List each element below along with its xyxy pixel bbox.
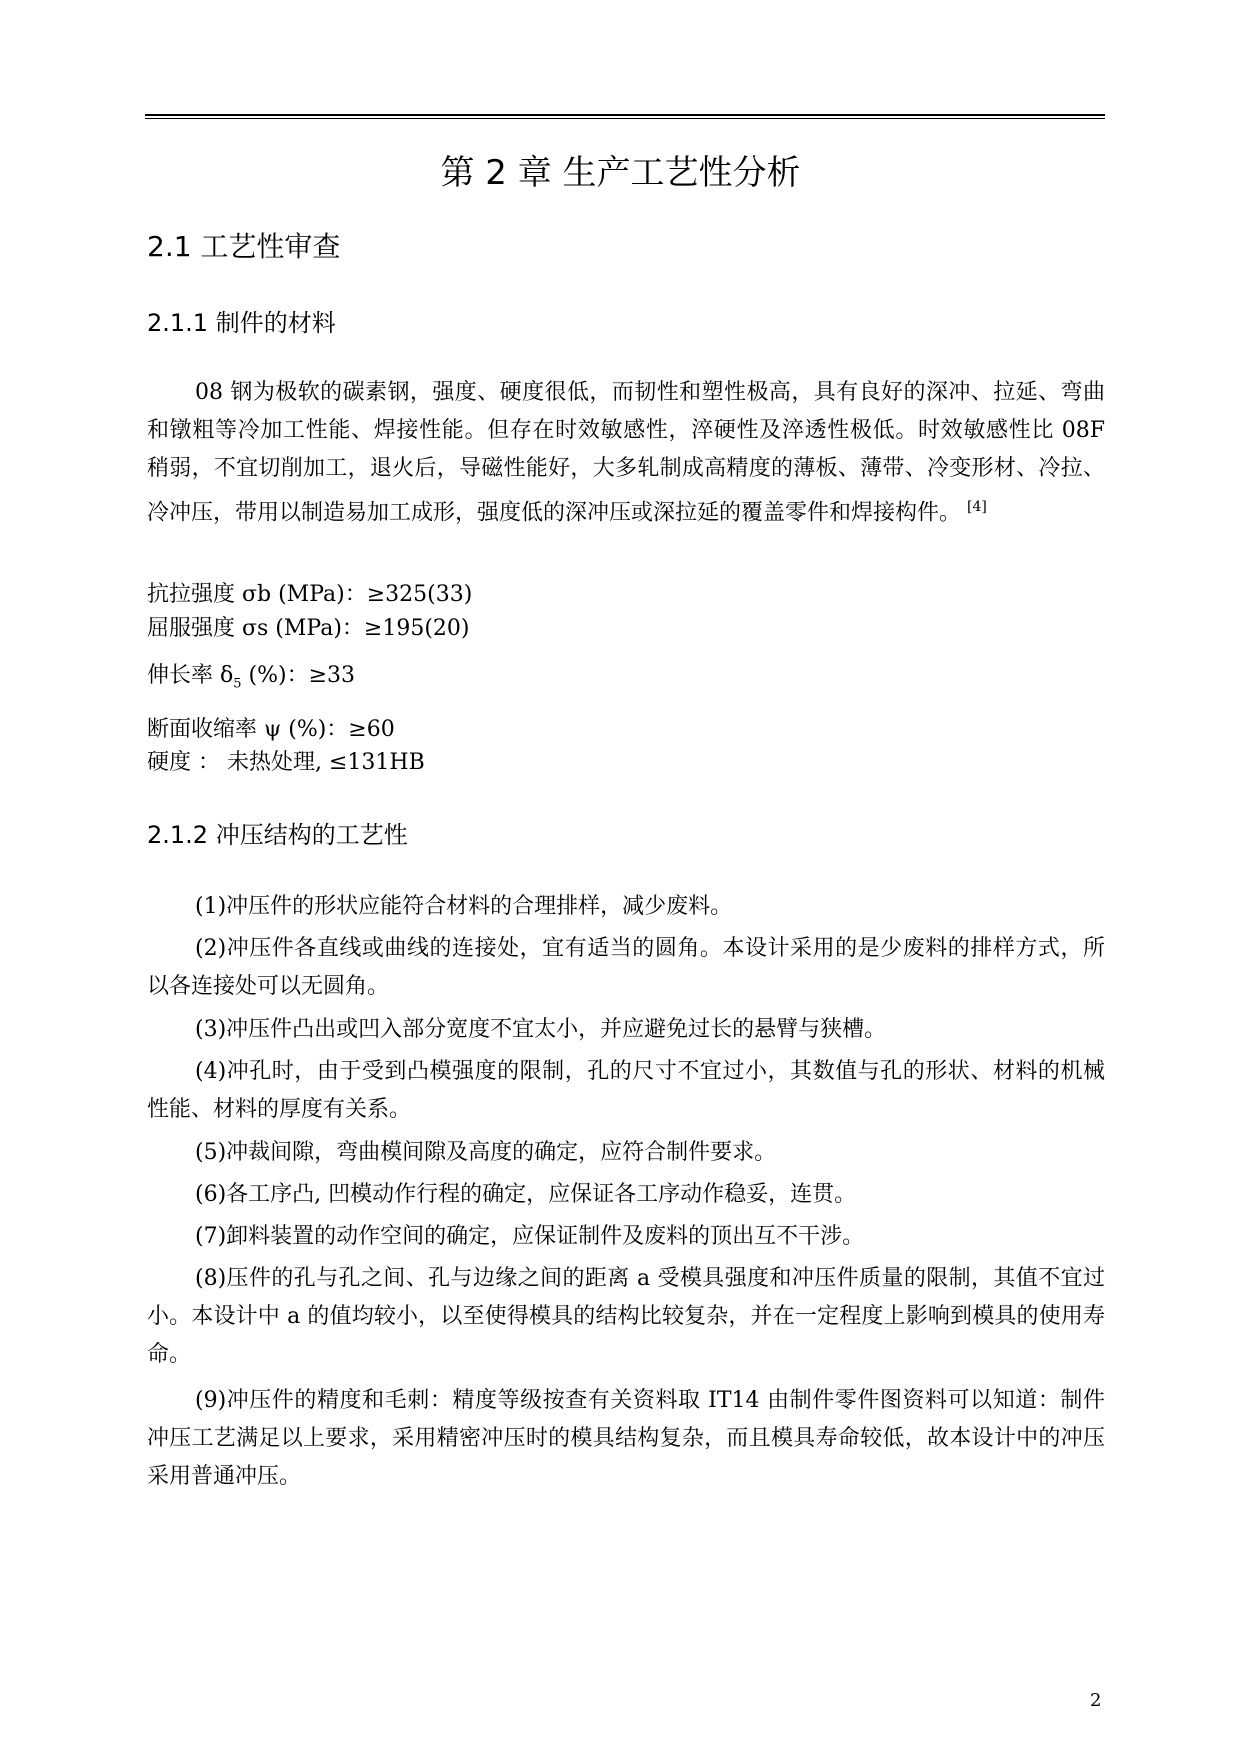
list-item: (6)各工序凸, 凹模动作行程的确定，应保证各工序动作稳妥，连贯。 bbox=[195, 1182, 857, 1207]
list-item: (8)压件的孔与孔之间、孔与边缘之间的距离 a 受模具强度和冲压件质量的限制，其值不宜过小。本设计中 a 的值均较小，以至使得模具的结构比较复杂，并在一定程度上影响到模具的使用寿命。 bbox=[147, 1266, 1105, 1367]
header-rule-thick bbox=[145, 114, 1105, 116]
page-number: 2 bbox=[1090, 1690, 1102, 1711]
list-item: (5)冲裁间隙，弯曲模间隙及高度的确定，应符合制件要求。 bbox=[195, 1140, 777, 1165]
subsection-title-material: 2.1.1 制件的材料 bbox=[147, 309, 336, 337]
prop-elongation-prefix: 伸长率 δ bbox=[147, 663, 234, 688]
header-rule-thin bbox=[145, 118, 1105, 119]
list-item: (1)冲压件的形状应能符合材料的合理排样，减少废料。 bbox=[195, 894, 733, 919]
prop-elongation-subscript: 5 bbox=[233, 676, 242, 692]
list-item: (2)冲压件各直线或曲线的连接处，宜有适当的圆角。本设计采用的是少废料的排样方式，所以各连接处可以无圆角。 bbox=[147, 936, 1105, 999]
prop-yield: 屈服强度 σs (MPa)：≥195(20) bbox=[147, 616, 470, 641]
material-paragraph-text: 08 钢为极软的碳素钢，强度、硬度很低，而韧性和塑性极高，具有良好的深冲、拉延、弯曲和镦粗等冷加工性能、焊接性能。但存在时效敏感性，淬硬性及淬透性极低。时效敏感性比 08F 稍弱，不宜切削加工，退火后，导磁性能好，大多轧制成高精度的薄板、薄带、冷变形材、冷拉、冷冲压，带用以制造易加工成形，强度低的深冲压或深拉延的覆盖零件和焊接构件。 bbox=[147, 380, 1105, 526]
list-item: (4)冲孔时，由于受到凸模强度的限制，孔的尺寸不宜过小，其数值与孔的形状、材料的机械性能、材料的厚度有关系。 bbox=[147, 1059, 1105, 1122]
section-title: 2.1 工艺性审查 bbox=[147, 230, 341, 263]
prop-elongation bbox=[147, 658, 355, 691]
prop-hardness: 硬度 ： 未热处理, ≤131HB bbox=[147, 750, 425, 775]
list-item: (3)冲压件凸出或凹入部分宽度不宜太小，并应避免过长的悬臂与狭槽。 bbox=[195, 1017, 887, 1042]
prop-tensile: 抗拉强度 σb (MPa)：≥325(33) bbox=[147, 582, 473, 607]
prop-elongation-suffix: (%)：≥33 bbox=[241, 663, 356, 688]
subsection-title-structure: 2.1.2 冲压结构的工艺性 bbox=[147, 821, 408, 849]
prop-area-reduction: 断面收缩率 ψ (%)：≥60 bbox=[147, 717, 395, 742]
list-item: (9)冲压件的精度和毛刺：精度等级按查有关资料取 IT14 由制件零件图资料可以知道：制件冲压工艺满足以上要求，采用精密冲压时的模具结构复杂，而且模具寿命较低，故本设计中的冲压采用普通冲压。 bbox=[147, 1388, 1105, 1489]
material-paragraph bbox=[147, 374, 1105, 532]
list-item: (7)卸料装置的动作空间的确定，应保证制件及废料的顶出互不干涉。 bbox=[195, 1224, 865, 1249]
chapter-title: 第 2 章 生产工艺性分析 bbox=[440, 153, 801, 193]
citation-ref: [4] bbox=[967, 499, 987, 515]
